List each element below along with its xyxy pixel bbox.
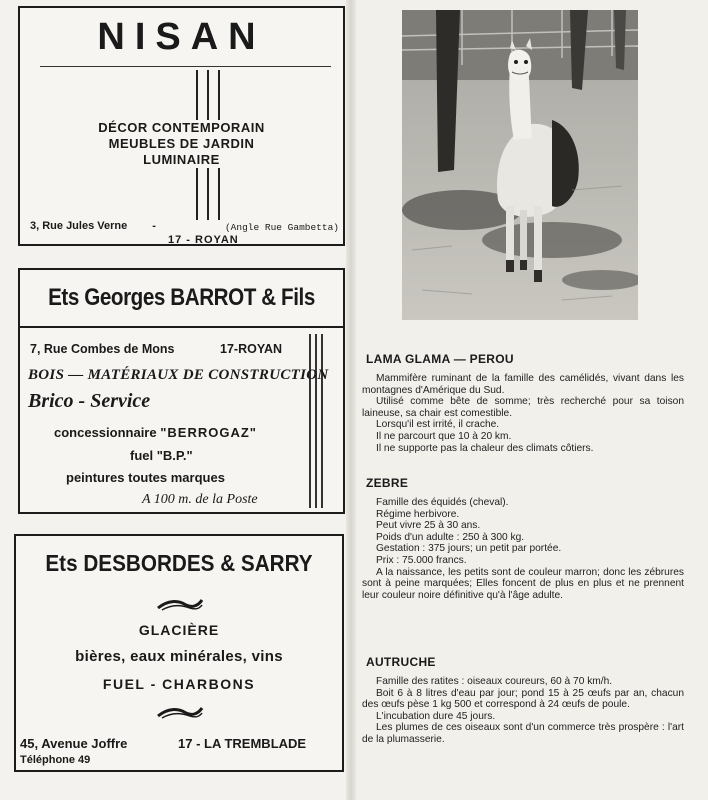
barrot-paint: peintures toutes marques: [66, 470, 225, 485]
nisan-line-3: LUMINAIRE: [82, 152, 282, 168]
zebre-para: Gestation : 375 jours; un petit par portée.: [376, 543, 562, 555]
zebre-para: Poids d'un adulte : 250 à 300 kg.: [376, 531, 525, 543]
barrot-location: A 100 m. de la Poste: [142, 492, 258, 507]
autruche-para: Boit 6 à 8 litres d'eau par jour; pond 15 à 25 œufs par an, chacun des œufs pèse 1 kg 500 et correspond à 24 œufs de poule.: [362, 687, 684, 711]
zebre-para: Famille des équidés (cheval).: [376, 497, 509, 508]
lama-para: Il ne supporte pas la chaleur des climats côtiers.: [376, 442, 594, 454]
desbordes-drinks: bières, eaux minérales, vins: [75, 648, 283, 665]
autruche-title: AUTRUCHE: [366, 655, 436, 669]
lama-para: Il ne parcourt que 10 à 20 km.: [376, 430, 512, 442]
nisan-products: [20, 120, 343, 168]
nisan-city: 17 - ROYAN: [168, 234, 239, 246]
desbordes-fuel: FUEL - CHARBONS: [102, 676, 256, 692]
lama-title: LAMA GLAMA — PEROU: [366, 352, 514, 366]
zebre-para: A la naissance, les petits sont de couleur marron; donc les zébrures sont à peine marquées; Elles foncent de plus en plus et ne prennent leur couleur noire définitive qu'à l'âge adulte.: [362, 566, 684, 601]
zebre-para: Régime herbivore.: [376, 508, 460, 520]
barrot-brico: Brico - Service: [28, 390, 151, 412]
nisan-address: 3, Rue Jules Verne -: [30, 220, 156, 232]
desbordes-title: Ets DESBORDES & SARRY: [45, 550, 313, 576]
zebre-title: ZEBRE: [366, 476, 409, 490]
nisan-line-2: MEUBLES DE JARDIN: [82, 136, 282, 152]
lama-para: Mammifère ruminant de la famille des camélidés, vivant dans les montagnes d'Amérique du Sud.: [362, 373, 684, 396]
ad-desbordes: [14, 534, 344, 772]
barrot-city: 17-ROYAN: [220, 342, 283, 356]
zebre-para: Peut vivre 25 à 30 ans.: [376, 520, 481, 532]
barrot-fuel: fuel "B.P.": [130, 448, 193, 463]
desbordes-phone: Téléphone 49: [20, 754, 91, 766]
llama-photo: [402, 10, 638, 320]
desbordes-city: 17 - LA TREMBLADE: [178, 736, 307, 751]
nisan-brand: NISAN: [97, 16, 266, 58]
llama-illustration: [402, 10, 638, 320]
autruche-text: [362, 676, 684, 746]
barrot-rule: [20, 326, 343, 328]
ad-barrot: [18, 268, 345, 514]
autruche-para: L'incubation dure 45 jours.: [376, 710, 496, 722]
lama-text: [362, 373, 684, 454]
nisan-rule: [40, 66, 331, 67]
zebre-para: Prix : 75.000 francs.: [376, 554, 467, 566]
autruche-para: Les plumes de ces oiseaux sont d'un commerce très prospère : l'art de la plumasserie.: [362, 722, 684, 745]
nisan-line-1: DÉCOR CONTEMPORAIN: [82, 120, 282, 136]
barrot-address: 7, Rue Combes de Mons: [30, 342, 175, 356]
barrot-title: Ets Georges BARROT & Fils: [48, 284, 315, 311]
book-spine: [346, 0, 356, 800]
wave-ornament-icon: [156, 704, 204, 720]
barrot-bars: [309, 334, 323, 508]
nisan-corner: (Angle Rue Gambetta): [224, 222, 339, 233]
autruche-para: Famille des ratites : oiseaux coureurs, 60 à 70 km/h.: [376, 676, 613, 687]
desbordes-glaciere: GLACIÈRE: [138, 622, 220, 638]
lama-para: Lorsqu'il est irrité, il crache.: [376, 419, 500, 431]
wave-ornament-icon: [156, 596, 204, 612]
barrot-concession: concessionnaire "BERROGAZ": [54, 425, 257, 440]
ad-nisan: [18, 6, 345, 246]
zebre-text: [362, 497, 684, 601]
lama-para: Utilisé comme bête de somme; très recherché pour sa toison laineuse, sa chair est comestible.: [362, 396, 684, 419]
desbordes-address: 45, Avenue Joffre: [20, 736, 128, 751]
barrot-materials: BOIS — MATÉRIAUX DE CONSTRUCTION: [28, 367, 329, 383]
